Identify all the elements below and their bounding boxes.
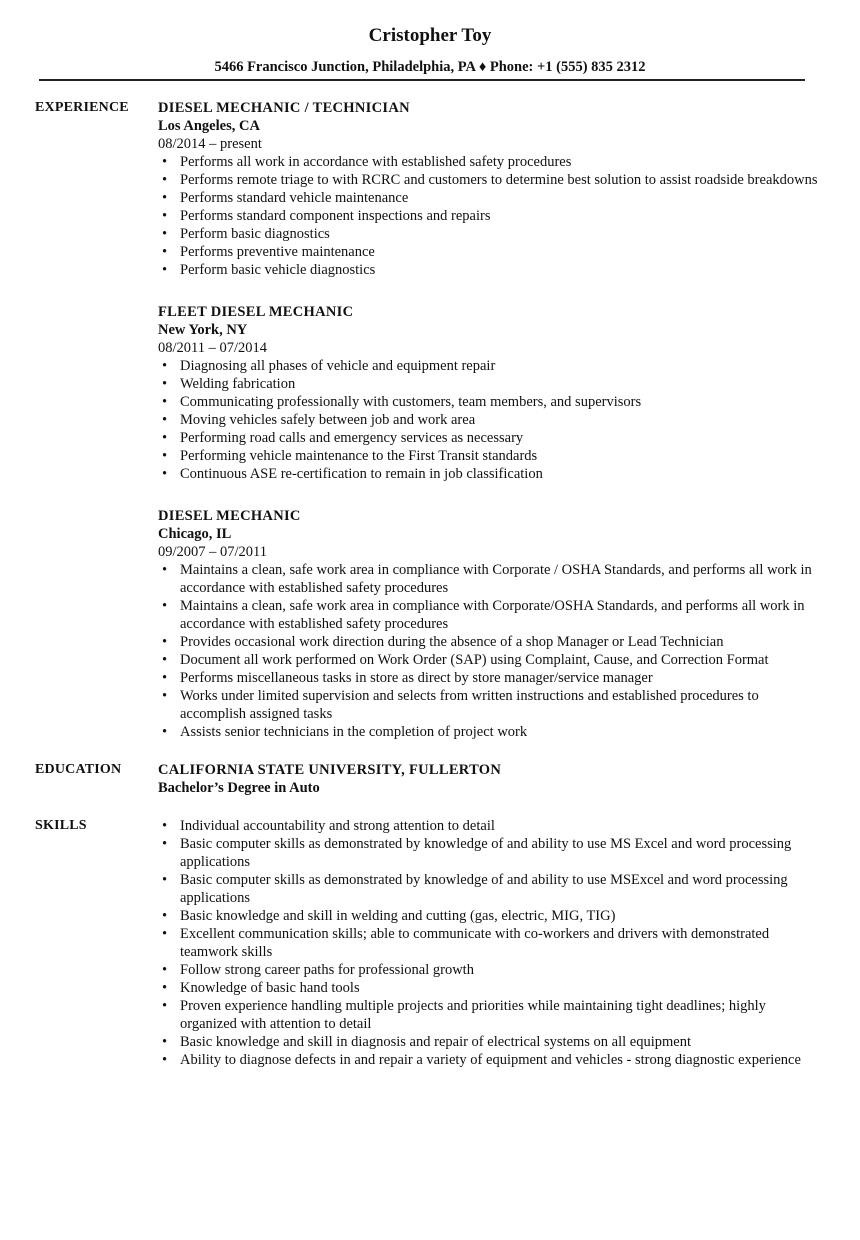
job-entry — [158, 99, 825, 279]
job-location: New York, NY — [158, 322, 248, 338]
job-duty: • Performing vehicle maintenance to the First Transit standards — [158, 447, 825, 465]
experience-body — [158, 99, 825, 741]
job-title: DIESEL MECHANIC / TECHNICIAN — [158, 100, 410, 116]
job-duty: • Assists senior technicians in the completion of project work — [158, 723, 825, 741]
job-duties-list — [158, 561, 825, 741]
job-duty: • Performs standard component inspections and repairs — [158, 207, 825, 225]
job-duties-list — [158, 357, 825, 483]
section-label-experience: EXPERIENCE — [35, 100, 129, 115]
job-location: Los Angeles, CA — [158, 118, 260, 134]
school-name: CALIFORNIA STATE UNIVERSITY, FULLERTON — [158, 762, 502, 778]
skills-list — [158, 817, 825, 1069]
job-duty: • Diagnosing all phases of vehicle and equipment repair — [158, 357, 825, 375]
job-duty: • Performs all work in accordance with established safety procedures — [158, 153, 825, 171]
job-duty: • Maintains a clean, safe work area in compliance with Corporate/OSHA Standards, and performs all work in accordance with established safety procedures — [158, 597, 825, 633]
job-duty: • Perform basic vehicle diagnostics — [158, 261, 825, 279]
job-dates: 08/2014 – present — [158, 136, 262, 152]
job-duty: • Provides occasional work direction during the absence of a shop Manager or Lead Technician — [158, 633, 825, 651]
contact-line: 5466 Francisco Junction, Philadelphia, PA ♦ Phone: +1 (555) 835 2312 — [214, 59, 646, 75]
job-entry — [158, 507, 825, 741]
section-label-skills: SKILLS — [35, 818, 87, 833]
job-duty: • Welding fabrication — [158, 375, 825, 393]
skill-item: • Follow strong career paths for professional growth — [158, 961, 825, 979]
job-duty: • Communicating professionally with customers, team members, and supervisors — [158, 393, 825, 411]
job-duty: • Performs miscellaneous tasks in store as direct by store manager/service manager — [158, 669, 825, 687]
experience-section — [35, 99, 825, 741]
job-duty: • Moving vehicles safely between job and work area — [158, 411, 825, 429]
job-dates: 08/2011 – 07/2014 — [158, 340, 268, 356]
job-title: FLEET DIESEL MECHANIC — [158, 304, 354, 320]
job-duty: • Continuous ASE re-certification to remain in job classification — [158, 465, 825, 483]
skill-item: • Knowledge of basic hand tools — [158, 979, 825, 997]
candidate-name: Cristopher Toy — [368, 25, 492, 46]
job-duty: • Works under limited supervision and selects from written instructions and established procedures to accomplish assigned tasks — [158, 687, 825, 723]
job-entry — [158, 303, 825, 483]
skill-item: • Basic computer skills as demonstrated by knowledge of and ability to use MS Excel and word processing applications — [158, 835, 825, 871]
skill-item: • Ability to diagnose defects in and repair a variety of equipment and vehicles - strong diagnostic experience — [158, 1051, 825, 1069]
skill-item: • Individual accountability and strong attention to detail — [158, 817, 825, 835]
job-duty: • Perform basic diagnostics — [158, 225, 825, 243]
job-duties-list — [158, 153, 825, 279]
header-divider — [39, 79, 805, 81]
job-duty: • Document all work performed on Work Order (SAP) using Complaint, Cause, and Correction Format — [158, 651, 825, 669]
skill-item: • Basic knowledge and skill in diagnosis and repair of electrical systems on all equipment — [158, 1033, 825, 1051]
job-location: Chicago, IL — [158, 526, 232, 542]
job-duty: • Performs preventive maintenance — [158, 243, 825, 261]
job-duty: • Performing road calls and emergency services as necessary — [158, 429, 825, 447]
skills-section — [35, 817, 825, 1069]
job-duty: • Performs remote triage to with RCRC and customers to determine best solution to assist roadside breakdowns — [158, 171, 825, 189]
skill-item: • Proven experience handling multiple projects and priorities while maintaining tight deadlines; highly organized with attention to detail — [158, 997, 825, 1033]
skill-item: • Excellent communication skills; able to communicate with co-workers and drivers with demonstrated teamwork skills — [158, 925, 825, 961]
section-label-education: EDUCATION — [35, 762, 122, 777]
job-duty: • Performs standard vehicle maintenance — [158, 189, 825, 207]
education-section — [35, 761, 825, 797]
job-dates: 09/2007 – 07/2011 — [158, 544, 268, 560]
skill-item: • Basic computer skills as demonstrated by knowledge of and ability to use MSExcel and word processing applications — [158, 871, 825, 907]
education-body — [158, 761, 825, 797]
job-duty: • Maintains a clean, safe work area in compliance with Corporate / OSHA Standards, and performs all work in accordance with established safety procedures — [158, 561, 825, 597]
degree-name: Bachelor’s Degree in Auto — [158, 780, 320, 796]
job-title: DIESEL MECHANIC — [158, 508, 301, 524]
skills-body — [158, 817, 825, 1069]
skill-item: • Basic knowledge and skill in welding and cutting (gas, electric, MIG, TIG) — [158, 907, 825, 925]
